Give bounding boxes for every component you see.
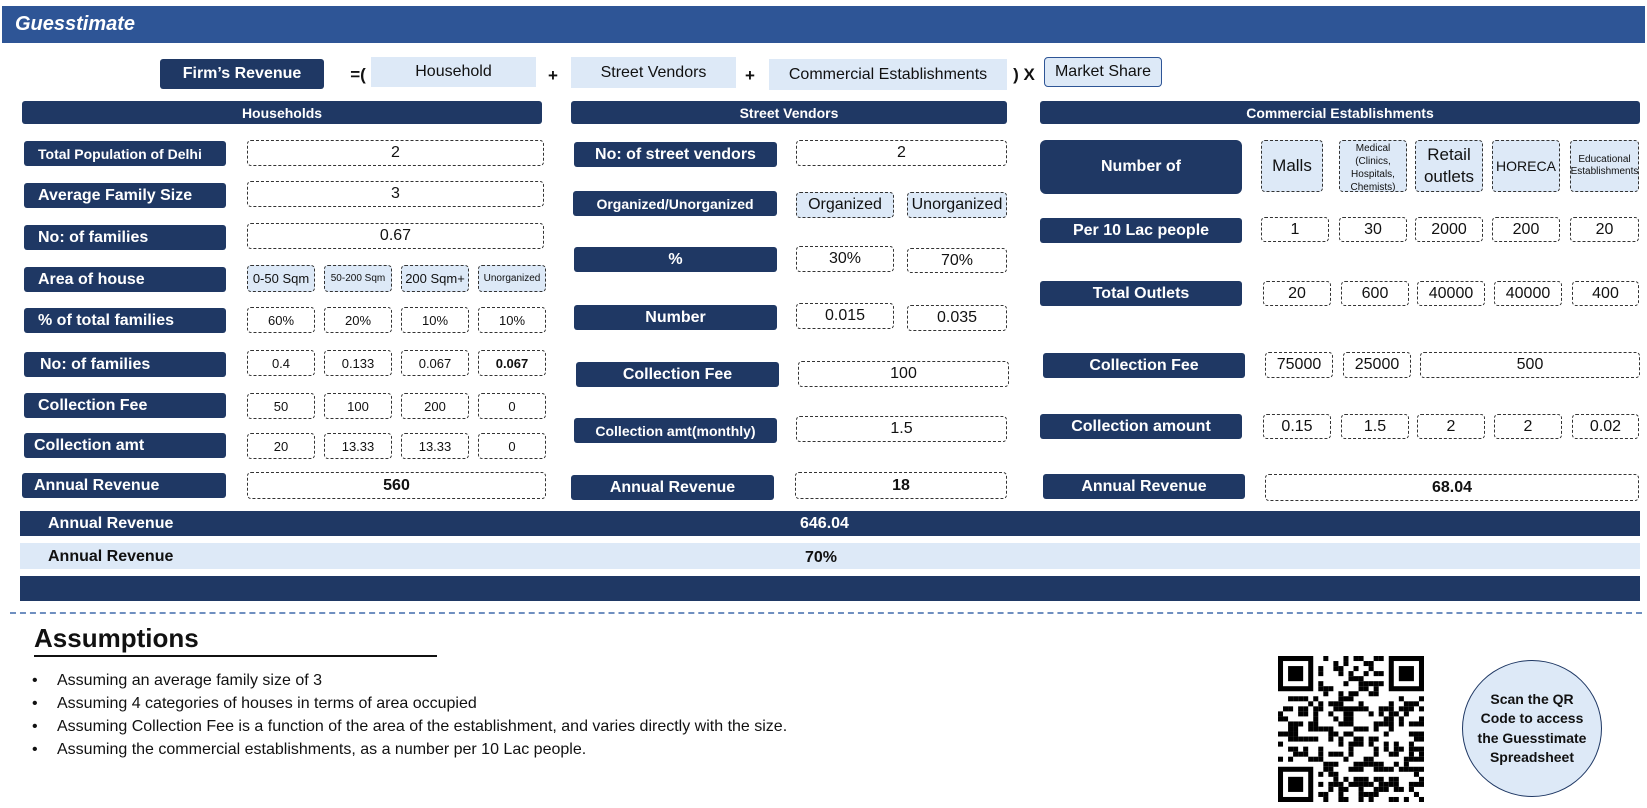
- pct-families-label: % of total families: [24, 308, 226, 333]
- street-vendors-term: Street Vendors: [571, 57, 736, 88]
- market-share-term: Market Share: [1044, 57, 1162, 87]
- assumption-item: [32, 669, 822, 692]
- pct-cell-4[interactable]: 10%: [478, 307, 546, 333]
- street-vendors-header: Street Vendors: [571, 101, 1007, 124]
- commercial-term: Commercial Establishments: [769, 59, 1007, 90]
- market-share-row: [20, 543, 1640, 569]
- cm-annual-revenue-label: Annual Revenue: [1043, 474, 1245, 499]
- hh-amt-cell-4[interactable]: 0: [478, 433, 546, 459]
- street-pct-cell-2[interactable]: 70%: [907, 248, 1007, 273]
- close-paren-multiply: ) X: [1013, 65, 1035, 84]
- market-share-value: 70%: [805, 549, 838, 566]
- street-amt-label: Collection amt(monthly): [574, 418, 777, 443]
- area-50-200-cell[interactable]: 50-200 Sqm: [324, 265, 392, 292]
- total-outlets-label: Total Outlets: [1040, 281, 1242, 306]
- cm-fee-cell-1[interactable]: 75000: [1265, 352, 1333, 378]
- pct-cell-2[interactable]: 20%: [324, 307, 392, 333]
- cm-amount-cell-4[interactable]: 2: [1494, 414, 1562, 439]
- street-pct-cell-1[interactable]: 30%: [796, 246, 894, 272]
- page-title: Guesstimate: [2, 6, 1645, 43]
- hh-amt-cell-2[interactable]: 13.33: [324, 433, 392, 459]
- assumption-text: Assuming an average family size of 3: [57, 672, 323, 689]
- cm-fee-cell-3[interactable]: 500: [1420, 352, 1640, 378]
- collection-amount-label: Collection amount: [1040, 414, 1242, 439]
- total-annual-revenue-label: Annual Revenue: [48, 515, 174, 532]
- assumption-item: [32, 738, 822, 761]
- assumptions-list: [32, 669, 822, 761]
- plus-operator-1: +: [548, 66, 558, 85]
- type-retail[interactable]: Retail outlets: [1415, 140, 1483, 192]
- families-label: No: of families: [24, 225, 226, 250]
- total-outlets-cell-1[interactable]: 20: [1263, 281, 1331, 306]
- hh-fee-cell-2[interactable]: 100: [324, 393, 392, 419]
- street-number-cell-2[interactable]: 0.035: [907, 305, 1007, 331]
- assumption-item: [32, 692, 822, 715]
- org-unorg-label: Organized/Unorganized: [573, 191, 777, 216]
- section-divider: [10, 612, 1642, 614]
- hh-fee-cell-1[interactable]: 50: [247, 393, 315, 419]
- total-outlets-cell-3[interactable]: 40000: [1417, 281, 1485, 306]
- hh-amt-cell-3[interactable]: 13.33: [401, 433, 469, 459]
- area-200-plus-cell[interactable]: 200 Sqm+: [401, 265, 469, 292]
- street-count-label: No: of street vendors: [574, 142, 777, 167]
- cm-amount-cell-3[interactable]: 2: [1417, 414, 1485, 439]
- type-medical[interactable]: Medical (Clinics, Hospitals, Chemists): [1339, 140, 1407, 192]
- cm-amount-cell-1[interactable]: 0.15: [1263, 414, 1331, 439]
- total-outlets-cell-5[interactable]: 400: [1572, 281, 1639, 306]
- cm-annual-revenue-value[interactable]: 68.04: [1265, 474, 1639, 501]
- families2-cell-4[interactable]: 0.067: [478, 350, 546, 376]
- hh-annual-revenue-value[interactable]: 560: [247, 472, 546, 499]
- hh-fee-cell-3[interactable]: 200: [401, 393, 469, 419]
- assumption-text: Assuming 4 categories of houses in terms of area occupied: [57, 695, 477, 712]
- bullet-icon: •: [32, 741, 38, 758]
- per-lac-cell-1[interactable]: 1: [1261, 217, 1329, 242]
- families2-cell-3[interactable]: 0.067: [401, 350, 469, 376]
- total-annual-revenue-row: [20, 511, 1640, 536]
- organized-cell[interactable]: Organized: [796, 192, 894, 218]
- area-of-house-label: Area of house: [24, 267, 226, 292]
- assumption-text: Assuming Collection Fee is a function of the area of the establishment, and varies directly with the size.: [57, 718, 788, 735]
- market-share-label: Annual Revenue: [48, 548, 174, 565]
- per-lac-cell-5[interactable]: 20: [1570, 217, 1639, 242]
- street-amt-value[interactable]: 1.5: [796, 416, 1007, 442]
- footer-bar: [20, 576, 1640, 601]
- cm-amount-cell-2[interactable]: 1.5: [1341, 414, 1409, 439]
- type-educational[interactable]: Educational Establishments: [1570, 140, 1639, 192]
- total-outlets-cell-4[interactable]: 40000: [1494, 281, 1562, 306]
- number-of-label: Number of: [1040, 140, 1242, 194]
- assumption-item: [32, 715, 822, 738]
- per-lac-label: Per 10 Lac people: [1040, 218, 1242, 243]
- type-horeca[interactable]: HORECA: [1492, 140, 1560, 192]
- street-annual-revenue-value[interactable]: 18: [795, 472, 1007, 499]
- families2-label: No: of families: [24, 352, 226, 377]
- street-count-value[interactable]: 2: [796, 140, 1007, 166]
- bullet-icon: •: [32, 718, 38, 735]
- avg-family-size-value[interactable]: 3: [247, 181, 544, 207]
- scan-qr-callout: Scan the QR Code to access the Guesstimate Spreadsheet: [1462, 660, 1602, 797]
- street-annual-revenue-label: Annual Revenue: [571, 475, 774, 500]
- unorganized-cell[interactable]: Unorganized: [907, 192, 1007, 218]
- equals-paren: =(: [350, 65, 366, 84]
- hh-collection-amt-label: Collection amt: [24, 433, 226, 458]
- total-outlets-cell-2[interactable]: 600: [1341, 281, 1409, 306]
- street-fee-label: Collection Fee: [576, 362, 779, 387]
- households-header: Households: [22, 101, 542, 124]
- families2-cell-2[interactable]: 0.133: [324, 350, 392, 376]
- cm-fee-cell-2[interactable]: 25000: [1343, 352, 1411, 378]
- assumptions-title: Assumptions: [34, 623, 199, 653]
- assumption-text: Assuming the commercial establishments, as a number per 10 Lac people.: [57, 741, 587, 758]
- families-value[interactable]: 0.67: [247, 223, 544, 249]
- assumptions-underline: [34, 655, 437, 657]
- hh-annual-revenue-label: Annual Revenue: [22, 473, 226, 498]
- plus-operator-2: +: [745, 66, 755, 85]
- street-pct-label: %: [574, 247, 777, 272]
- pct-cell-3[interactable]: 10%: [401, 307, 469, 333]
- street-number-label: Number: [574, 305, 777, 330]
- cm-collection-fee-label: Collection Fee: [1043, 353, 1245, 378]
- per-lac-cell-2[interactable]: 30: [1339, 217, 1407, 242]
- qr-code-icon[interactable]: [1278, 656, 1424, 802]
- firm-revenue-label: Firm’s Revenue: [160, 59, 324, 89]
- per-lac-cell-3[interactable]: 2000: [1415, 217, 1483, 242]
- area-unorganized-cell[interactable]: Unorganized: [478, 265, 546, 292]
- total-population-value[interactable]: 2: [247, 140, 544, 166]
- street-number-cell-1[interactable]: 0.015: [796, 303, 894, 329]
- type-malls[interactable]: Malls: [1261, 140, 1323, 192]
- per-lac-cell-4[interactable]: 200: [1492, 217, 1560, 242]
- cm-amount-cell-5[interactable]: 0.02: [1572, 414, 1639, 439]
- bullet-icon: •: [32, 672, 38, 689]
- hh-fee-cell-4[interactable]: 0: [478, 393, 546, 419]
- household-term: Household: [371, 57, 536, 87]
- pct-cell-1[interactable]: 60%: [247, 307, 315, 333]
- bullet-icon: •: [32, 695, 38, 712]
- hh-collection-fee-label: Collection Fee: [24, 393, 226, 418]
- families2-cell-1[interactable]: 0.4: [247, 350, 315, 376]
- street-fee-value[interactable]: 100: [798, 361, 1009, 387]
- avg-family-size-label: Average Family Size: [24, 183, 226, 208]
- commercial-header: Commercial Establishments: [1040, 101, 1640, 124]
- hh-amt-cell-1[interactable]: 20: [247, 433, 315, 459]
- area-0-50-cell[interactable]: 0-50 Sqm: [247, 265, 315, 292]
- total-annual-revenue-value: 646.04: [800, 515, 849, 532]
- total-population-label: Total Population of Delhi: [24, 141, 226, 166]
